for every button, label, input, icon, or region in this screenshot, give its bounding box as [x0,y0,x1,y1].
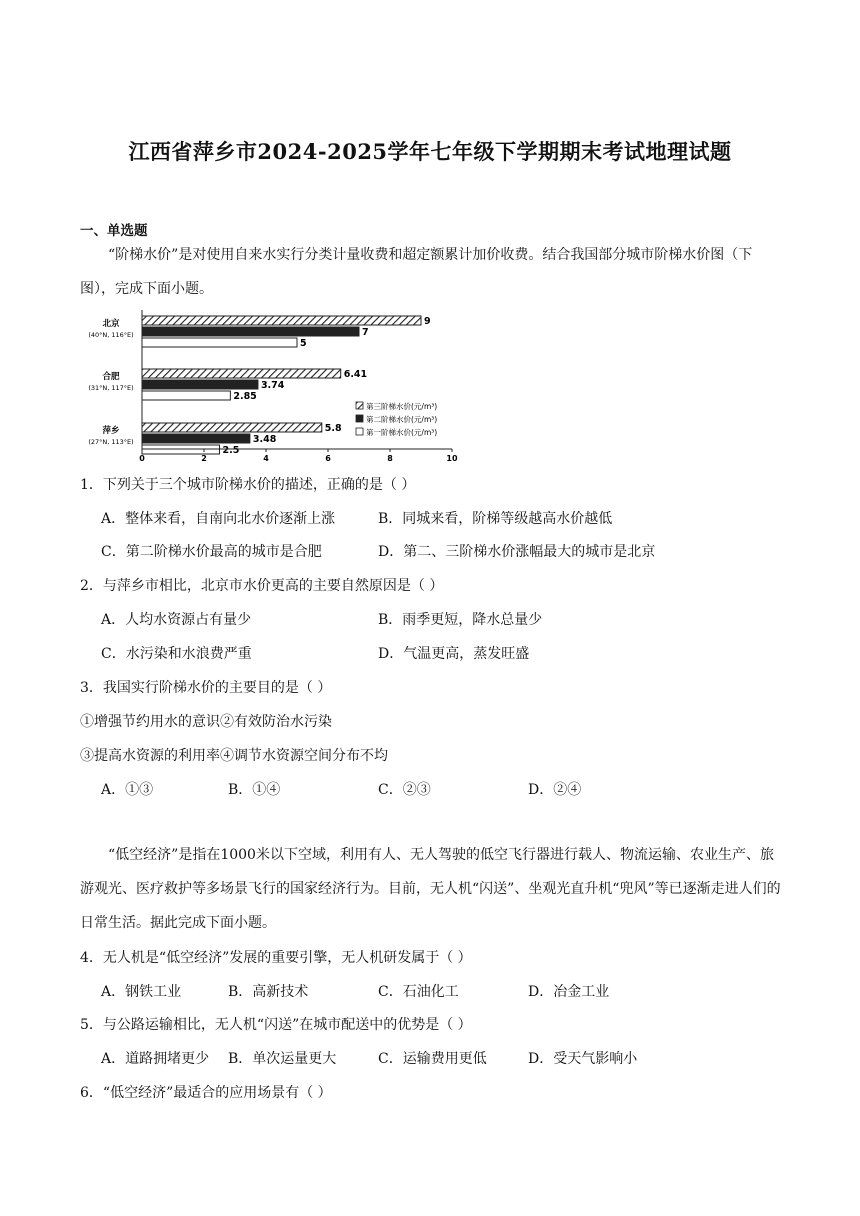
legend-label: 第二阶梯水价(元/m³) [366,415,438,424]
legend-swatch [356,428,363,435]
q5-option-b[interactable]: B．单次运量更大 [228,1051,337,1067]
q4-option-a[interactable]: A．钢铁工业 [101,984,182,1000]
q3-option-d[interactable]: D．②④ [528,782,582,798]
x-tick-label: 8 [387,454,393,463]
page-title: 江西省萍乡市2024-2025学年七年级下学期期末考试地理试题 [128,139,732,164]
x-tick-label: 0 [139,454,145,463]
bar-value-label: 7 [362,327,369,338]
x-tick-label: 6 [325,454,331,463]
bar-value-label: 2.85 [233,391,257,402]
intro-paragraph-1: “阶梯水价”是对使用自来水实行分类计量收费和超定额累计加价收费。结合我国部分城市阶梯水价图（下图），完成下面小题。 [80,247,753,297]
q2-option-b[interactable]: B．雨季更短，降水总量少 [378,612,543,628]
city-coord-label: (27°N, 113°E) [88,438,134,446]
bar-value-label: 5.8 [324,423,342,434]
bar [142,380,258,389]
intro-paragraph-2: “低空经济”是指在1000米以下空域，利用有人、无人驾驶的低空飞行器进行载人、物流运输、农业生产、旅游观光、医疗救护等多场景飞行的国家经济行为。目前，无人机“闪送”、坐观光直升机“兜风”等已逐渐走进人们的日常生活。据此完成下面小题。 [80,847,781,931]
x-tick-label: 10 [446,454,458,463]
q4-option-c[interactable]: C．石油化工 [378,984,459,1000]
question-4-stem: 4．无人机是“低空经济”发展的重要引擎，无人机研发属于（ ） [80,950,472,966]
bar [142,316,421,325]
question-2-stem: 2．与萍乡市相比，北京市水价更高的主要自然原因是（ ） [80,578,444,594]
bar [142,369,341,378]
city-name-label: 北京 [102,319,120,329]
section-heading: 一、单选题 [80,223,148,239]
legend-label: 第一阶梯水价(元/m³) [366,428,438,437]
x-tick-label: 2 [201,454,207,463]
city-coord-label: (31°N, 117°E) [88,384,134,392]
q2-option-c[interactable]: C．水污染和水浪费严重 [101,646,252,662]
bar-value-label: 3.74 [260,380,285,391]
legend-label: 第三阶梯水价(元/m³) [366,402,438,411]
q2-option-a[interactable]: A．人均水资源占有量少 [101,612,252,628]
q3-option-a[interactable]: A．①③ [101,782,154,798]
q5-option-a[interactable]: A．道路拥堵更少 [101,1051,210,1067]
question-1-stem: 1．下列关于三个城市阶梯水价的描述，正确的是（ ） [80,477,416,493]
q1-option-a[interactable]: A．整体来看，自南向北水价逐渐上涨 [101,511,336,527]
q3-option-b[interactable]: B．①④ [228,782,281,798]
question-5-stem: 5．与公路运输相比，无人机“闪送”在城市配送中的优势是（ ） [80,1017,472,1033]
q3-statement-1: ①增强节约用水的意识②有效防治水污染 [80,714,332,730]
q3-option-c[interactable]: C．②③ [378,782,431,798]
q3-statement-2: ③提高水资源的利用率④调节水资源空间分布不均 [80,748,388,764]
bar [142,434,250,443]
bar-value-label: 9 [424,316,431,327]
legend-swatch [356,415,363,422]
bar-value-label: 3.48 [252,434,277,445]
bar-value-label: 2.5 [222,445,240,456]
water-price-chart [78,306,478,466]
x-tick-label: 4 [263,454,269,463]
q1-option-c[interactable]: C．第二阶梯水价最高的城市是合肥 [101,544,322,560]
q5-option-d[interactable]: D．受天气影响小 [528,1051,638,1067]
q5-option-c[interactable]: C．运输费用更低 [378,1051,487,1067]
bar [142,423,322,432]
q2-option-d[interactable]: D．气温更高，蒸发旺盛 [378,646,530,662]
legend-swatch [356,402,363,409]
bar-value-label: 6.41 [343,369,368,380]
question-3-stem: 3．我国实行阶梯水价的主要目的是（ ） [80,680,332,696]
city-coord-label: (40°N, 116°E) [88,331,134,339]
q4-option-b[interactable]: B．高新技术 [228,984,309,1000]
city-name-label: 合肥 [102,372,120,382]
q1-option-b[interactable]: B．同城来看，阶梯等级越高水价越低 [378,511,613,527]
bar [142,338,297,347]
city-name-label: 萍乡 [102,426,120,436]
bar [142,391,230,400]
bar [142,327,359,336]
bar-value-label: 5 [300,338,307,349]
q1-option-d[interactable]: D．第二、三阶梯水价涨幅最大的城市是北京 [378,544,656,560]
q4-option-d[interactable]: D．冶金工业 [528,984,610,1000]
question-6-stem: 6．“低空经济”最适合的应用场景有（ ） [80,1085,332,1101]
